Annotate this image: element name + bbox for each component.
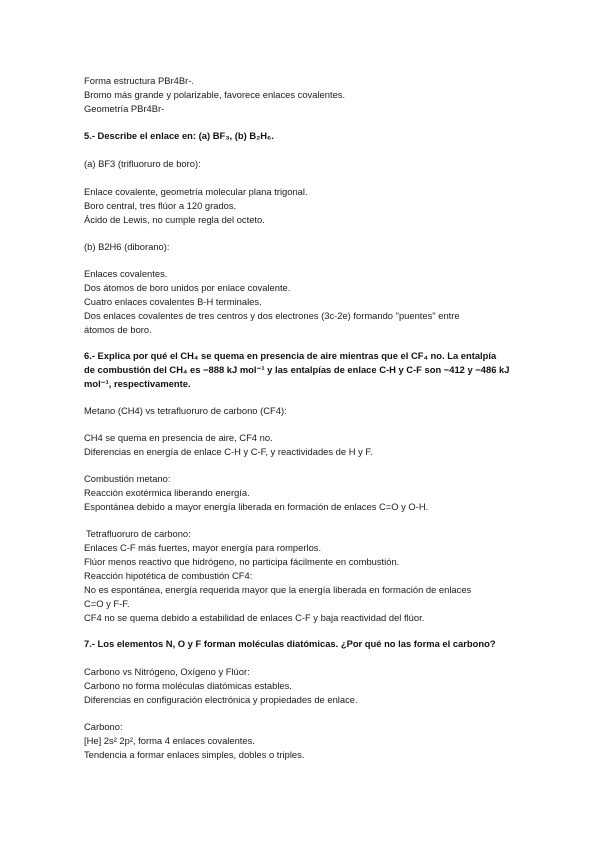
carbon-line-2: Tendencia a formar enlaces simples, dobles o triples. xyxy=(84,749,305,760)
cf4-line-4: No es espontánea, energía requerida mayor que la energía liberada en formación de enlaces xyxy=(84,584,472,595)
cf4-title: Tetrafluoruro de carbono: xyxy=(86,528,191,539)
bf3-line-2: Boro central, tres flúor a 120 grados. xyxy=(84,200,237,211)
methane-vs-cf4-line-2: Diferencias en energía de enlace C-H y C-F, y reactividades de H y F. xyxy=(84,446,373,457)
carbon-vs-title: Carbono vs Nitrógeno, Oxígeno y Flúor: xyxy=(84,666,250,677)
b2h6-line-2: Dos átomos de boro unidos por enlace covalente. xyxy=(84,282,291,293)
carbon-vs-line-1: Carbono no forma moléculas diatómicas estables. xyxy=(84,680,292,691)
b2h6-line-3: Cuatro enlaces covalentes B-H terminales. xyxy=(84,296,262,307)
carbon-line-1: [He] 2s² 2p², forma 4 enlaces covalentes. xyxy=(84,735,255,746)
question-6-heading-line-3: mol⁻¹, respectivamente. xyxy=(84,378,191,389)
question-6-heading-line-2: de combustión del CH₄ es −888 kJ mol⁻¹ y las entalpías de enlace C-H y C-F son −412 y −486 kJ xyxy=(84,364,510,375)
question-5-heading: 5.- Describe el enlace en: (a) BF₃, (b) B₂H₆. xyxy=(84,130,274,141)
methane-combustion-title: Combustión metano: xyxy=(84,473,171,484)
intro-line-3: Geometría PBr4Br- xyxy=(84,103,165,114)
b2h6-line-1: Enlaces covalentes. xyxy=(84,268,168,279)
bf3-line-1: Enlace covalente, geometría molecular plana trigonal. xyxy=(84,186,308,197)
carbon-vs-line-2: Diferencias en configuración electrónica y propiedades de enlace. xyxy=(84,694,358,705)
bf3-title: (a) BF3 (trifluoruro de boro): xyxy=(84,158,201,169)
b2h6-line-4: Dos enlaces covalentes de tres centros y dos electrones (3c-2e) formando "puentes" entre xyxy=(84,310,460,321)
cf4-line-6: CF4 no se quema debido a estabilidad de enlaces C-F y baja reactividad del flúor. xyxy=(84,612,425,623)
b2h6-title: (b) B2H6 (diborano): xyxy=(84,241,170,252)
methane-vs-cf4-line-1: CH4 se quema en presencia de aire, CF4 no. xyxy=(84,432,273,443)
cf4-line-3: Reacción hipotética de combustión CF4: xyxy=(84,570,253,581)
methane-vs-cf4-title: Metano (CH4) vs tetrafluoruro de carbono (CF4): xyxy=(84,405,287,416)
question-6-heading-line-1: 6.- Explica por qué el CH₄ se quema en presencia de aire mientras que el CF₄ no. La entalpía xyxy=(84,350,497,361)
cf4-line-2: Flúor menos reactivo que hidrógeno, no participa fácilmente en combustión. xyxy=(84,556,400,567)
intro-line-1: Forma estructura PBr4Br-. xyxy=(84,75,194,86)
b2h6-line-5: átomos de boro. xyxy=(84,324,152,335)
cf4-line-5: C=O y F-F. xyxy=(84,598,130,609)
intro-line-2: Bromo más grande y polarizable, favorece enlaces covalentes. xyxy=(84,89,346,100)
carbon-title: Carbono: xyxy=(84,721,123,732)
methane-combustion-line-1: Reacción exotérmica liberando energía. xyxy=(84,487,250,498)
cf4-line-1: Enlaces C-F más fuertes, mayor energía para romperlos. xyxy=(84,542,322,553)
bf3-line-3: Ácido de Lewis, no cumple regla del octeto. xyxy=(84,214,265,225)
question-7-heading: 7.- Los elementos N, O y F forman moléculas diatómicas. ¿Por qué no las forma el carbono? xyxy=(84,638,496,649)
methane-combustion-line-2: Espontánea debido a mayor energía liberada en formación de enlaces C=O y O-H. xyxy=(84,501,429,512)
